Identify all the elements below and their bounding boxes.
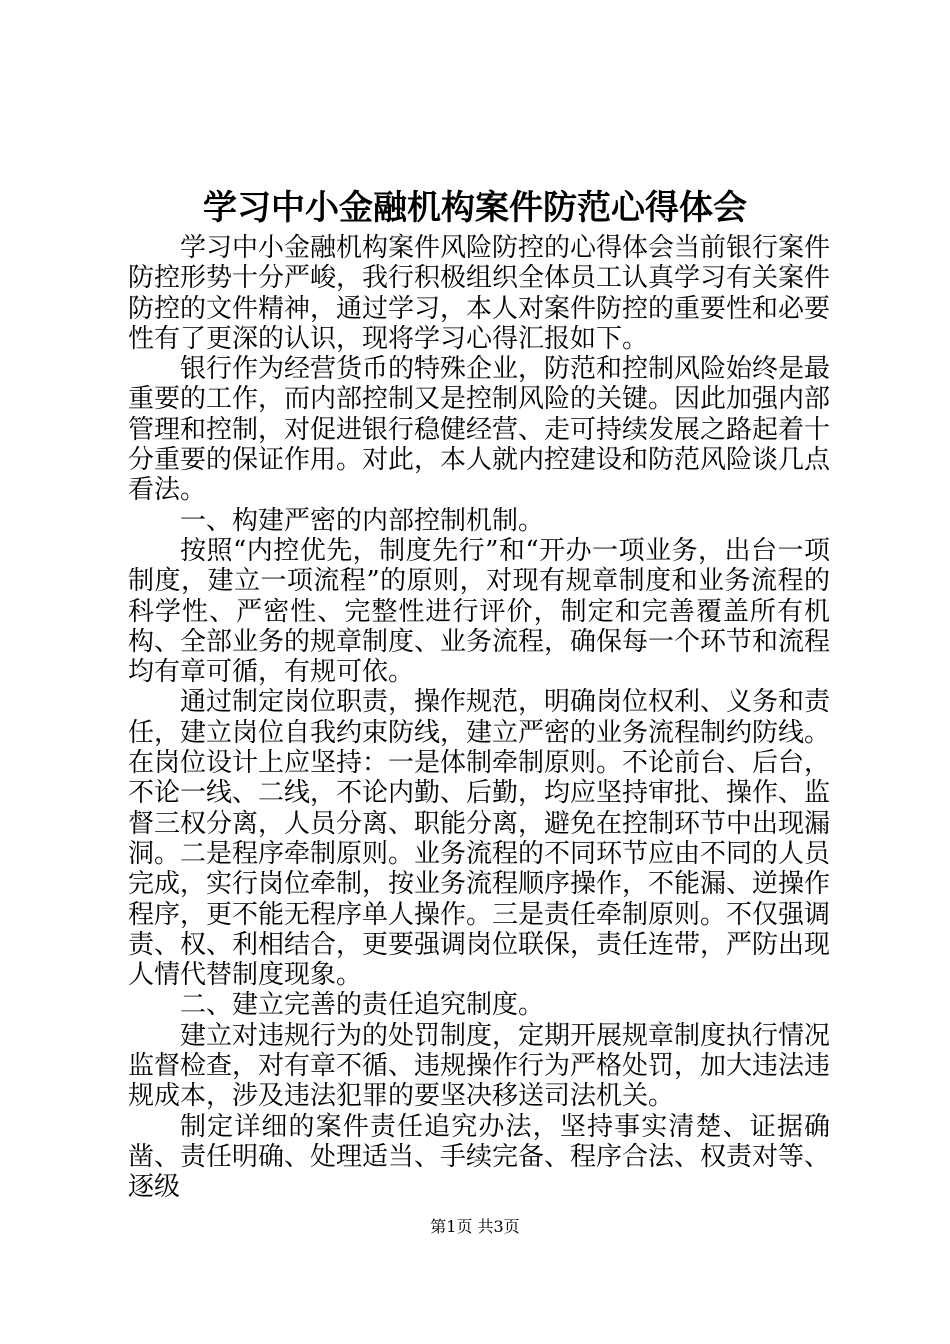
paragraph-intro: 学习中小金融机构案件风险防控的心得体会当前银行案件防控形势十分严峻，我行积极组织全体员工认真学习有关案件防控的文件精神，通过学习，本人对案件防控的重要性和必要性有了更深的认识，现将学习心得汇报如下。 [128,233,831,354]
paragraph-accountability: 制定详细的案件责任追究办法，坚持事实清楚、证据确凿、责任明确、处理适当、手续完备、程序合法、权责对等、逐级 [128,1111,831,1203]
section-heading-1: 一、构建严密的内部控制机制。 [180,505,545,536]
paragraph-control-principles: 按照“内控优先，制度先行”和“开办一项业务，出台一项制度，建立一项流程”的原则，对现有规章制度和业务流程的科学性、严密性、完整性进行评价，制定和完善覆盖所有机构、全部业务的规章制度、业务流程，确保每一个环节和流程均有章可循，有规可依。 [128,535,831,688]
paragraph-penalty-system: 建立对违规行为的处罚制度，定期开展规章制度执行情况监督检查，对有章不循、违规操作行为严格处罚，加大违法违规成本，涉及违法犯罪的要坚决移送司法机关。 [128,1020,831,1112]
document-title: 学习中小金融机构案件防范心得体会 [203,188,747,228]
paragraph-post-duties: 通过制定岗位职责，操作规范，明确岗位权利、义务和责任，建立岗位自我约束防线，建立严密的业务流程制约防线。在岗位设计上应坚持：一是体制牵制原则。不论前台、后台，不论一线、二线，不论内勤、后勤，均应坚持审批、操作、监督三权分离，人员分离、职能分离，避免在控制环节中出现漏洞。二是程序牵制原则。业务流程的不同环节应由不同的人员完成，实行岗位牵制，按业务流程顺序操作，不能漏、逆操作程序，更不能无程序单人操作。三是责任牵制原则。不仅强调责、权、利相结合，更要强调岗位联保，责任连带，严防出现人情代替制度现象。 [128,687,831,991]
section-heading-2: 二、建立完善的责任追究制度。 [180,990,545,1021]
paragraph-bank-risk: 银行作为经营货币的特殊企业，防范和控制风险始终是最重要的工作，而内部控制又是控制风险的关键。因此加强内部管理和控制，对促进银行稳健经营、走可持续发展之路起着十分重要的保证作用。对此，本人就内控建设和防范风险谈几点看法。 [128,354,831,506]
document-body [128,233,830,1203]
page-number-footer: 第1页 共3页 [430,1217,520,1236]
